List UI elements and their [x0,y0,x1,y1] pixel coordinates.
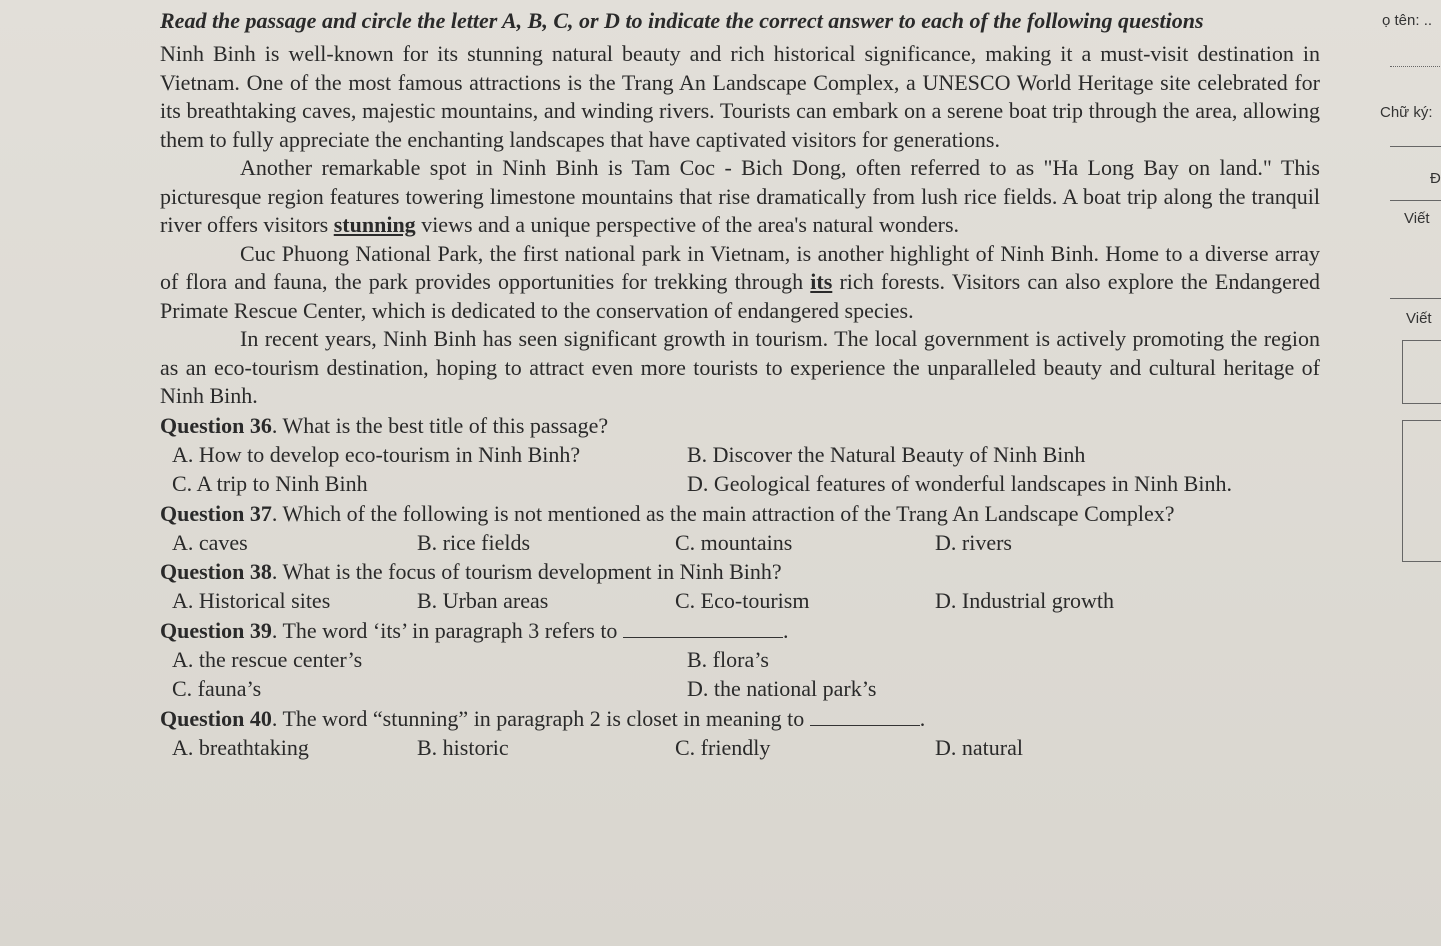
option-c[interactable]: C. A trip to Ninh Binh [172,471,368,496]
question-39 [160,616,1320,704]
option-a[interactable]: A. the rescue center’s [172,646,363,672]
paragraph-3 [160,240,1320,326]
option-b[interactable]: B. Discover the Natural Beauty of Ninh Binh [687,441,1086,467]
question-40 [160,704,1320,763]
divider [1390,146,1441,147]
question-text: . The word “stunning” in paragraph 2 is closet in meaning to [271,705,805,731]
instruction: Read the passage and circle the letter A, B, C, or D to indicate the correct answer to each of the following questions [160,8,1204,33]
question-text: . Which of the following is not mentioned as the main attraction of the Trang An Landscape Complex? [271,500,1175,526]
question-label: Question 38 [160,559,272,584]
question-label: Question 36 [160,412,272,438]
p3-text-b: rich forests. Visitors can also explore the Endangered Primate Rescue Center, which is dedicated to the conservation of endangered species. [160,269,1320,323]
option-d[interactable]: D. Industrial growth [935,588,1115,613]
option-c[interactable]: C. Eco-tourism [675,588,810,613]
question-37 [160,499,1320,558]
question-end: . [919,705,926,731]
p2-text-a: Another remarkable spot in Ninh Binh is Tam Coc - Bich Dong, often referred to as "Ha Long Bay on land." This picturesque region features towering limestone mountains that rise dramatically from lush rice fields. A boat trip along the tranquil river offers visitors [160,155,1320,237]
paragraph-2 [160,154,1320,240]
paragraph-1: Ninh Binh is well-known for its stunning natural beauty and rich historical significance, making it a must-visit destination in Vietnam. One of the most famous attractions is the Trang An Landscape Complex, a UNESCO World Heritage site celebrated for its breathtaking caves, majestic mountains, and winding rivers. Tourists can embark on a serene boat trip through the area, allowing them to fully appreciate the enchanting landscapes that have captivated visitors for generations. [160,41,1320,152]
divider [1390,298,1441,299]
question-36 [160,411,1320,499]
write-label-2: Viết [1406,310,1432,327]
underlined-word-its: its [810,269,833,294]
question-text: . What is the focus of tourism development in Ninh Binh? [271,559,782,584]
question-text: . The word ‘its’ in paragraph 3 refers to [271,617,618,643]
underlined-word-stunning: stunning [333,212,416,237]
write-label-1: Viết [1404,210,1430,227]
paragraph-4: In recent years, Ninh Binh has seen significant growth in tourism. The local government is actively promoting the region as an eco-tourism destination, hoping to attract even more tourists to experience the unparalleled beauty and cultural heritage of Ninh Binh. [160,326,1320,408]
signature-label: Chữ ký: [1380,104,1433,121]
answer-box [1402,420,1441,562]
option-d[interactable]: D. Geological features of wonderful landscapes in Ninh Binh. [687,471,1232,496]
d-label: Đ [1430,170,1441,187]
answer-box [1402,340,1441,404]
option-c[interactable]: C. mountains [675,529,793,555]
option-d[interactable]: D. natural [935,734,1023,760]
option-c[interactable]: C. fauna’s [172,676,262,701]
question-label: Question 37 [160,500,272,526]
option-a[interactable]: A. caves [172,529,248,555]
option-d[interactable]: D. the national park’s [687,676,877,701]
question-end: . [782,617,789,643]
main-column [160,8,1320,762]
option-b[interactable]: B. rice fields [417,529,531,555]
option-b[interactable]: B. flora’s [687,646,769,672]
option-a[interactable]: A. How to develop eco-tourism in Ninh Binh? [172,441,581,467]
option-b[interactable]: B. historic [417,734,509,760]
answer-sheet-margin [1380,0,1441,946]
answer-blank [810,707,920,726]
p3-text-a: Cuc Phuong National Park, the first national park in Vietnam, is another highlight of Ninh Binh. Home to a diverse array of flora and fauna, the park provides opportunities for trekking through [160,240,1320,294]
option-c[interactable]: C. friendly [675,734,771,760]
option-d[interactable]: D. rivers [935,529,1012,555]
question-label: Question 40 [160,705,272,731]
option-b[interactable]: B. Urban areas [417,588,549,613]
option-a[interactable]: A. Historical sites [172,588,331,613]
name-line [1390,66,1441,67]
question-label: Question 39 [160,617,272,643]
question-38 [160,557,1320,616]
option-a[interactable]: A. breathtaking [172,734,309,760]
p2-text-b: views and a unique perspective of the area's natural wonders. [415,212,960,237]
answer-blank [623,619,783,638]
name-label: ọ tên: .. [1382,12,1433,29]
question-text: . What is the best title of this passage? [271,412,609,438]
divider [1390,200,1441,201]
